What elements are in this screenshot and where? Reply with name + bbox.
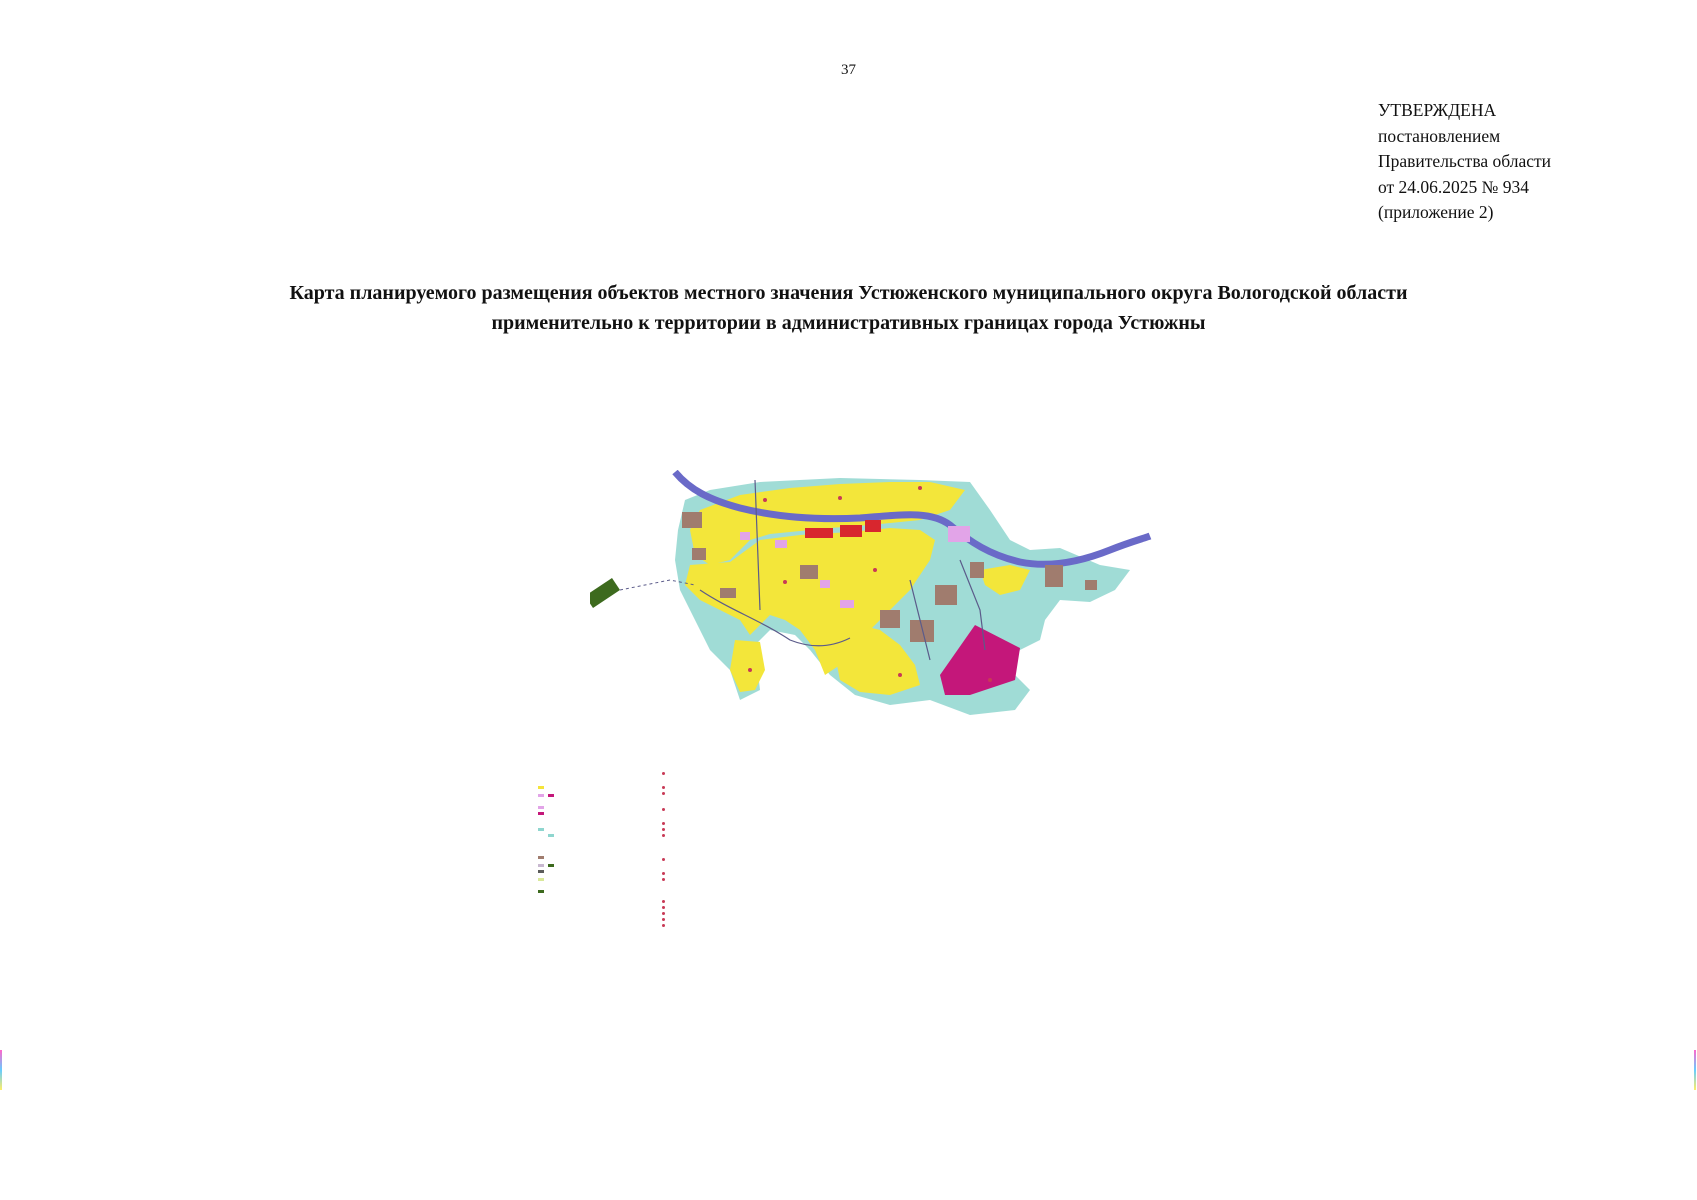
map-public-block: [820, 580, 830, 588]
legend-swatch: [548, 864, 554, 867]
map-forest-parcel: [590, 578, 620, 608]
legend-swatch: [548, 794, 554, 797]
map-industrial-block: [682, 512, 702, 528]
map-center-block: [805, 528, 833, 538]
approval-line-appendix: (приложение 2): [1378, 202, 1494, 222]
legend-dot: [662, 772, 665, 775]
legend-swatch: [538, 890, 544, 893]
map-industrial-block: [1045, 565, 1063, 587]
legend-swatch: [538, 786, 544, 789]
document-title-line1: Карта планируемого размещения объектов местного значения Устюженского муниципального округа Вологодской области: [289, 282, 1408, 304]
legend-dot: [662, 906, 665, 909]
map-legend: [530, 786, 730, 966]
approval-line-resolution: постановлением: [1378, 125, 1501, 146]
legend-swatch: [548, 834, 554, 837]
map-industrial-block: [970, 562, 984, 578]
legend-dot: [662, 808, 665, 811]
map-industrial-block: [720, 588, 736, 598]
map-public-block: [948, 526, 970, 542]
scan-edge-mark: [1694, 1050, 1696, 1090]
legend-dot: [662, 792, 665, 795]
legend-swatch: [538, 828, 544, 831]
map-center-block: [865, 520, 881, 532]
map-poi: [763, 498, 767, 502]
map-poi: [783, 580, 787, 584]
legend-dot: [662, 834, 665, 837]
legend-swatch: [538, 856, 544, 859]
legend-swatch: [538, 864, 544, 867]
approval-stamp: [1378, 98, 1551, 226]
legend-dot: [662, 918, 665, 921]
approval-line-date-number: от 24.06.2025 № 934: [1378, 176, 1529, 197]
legend-dot: [662, 822, 665, 825]
map-industrial-block: [800, 565, 818, 579]
map-industrial-block: [1085, 580, 1097, 590]
map-poi: [918, 486, 922, 490]
map-industrial-block: [935, 585, 957, 605]
legend-swatch: [538, 870, 544, 873]
legend-dot: [662, 912, 665, 915]
approval-line-approved: УТВЕРЖДЕНА: [1378, 100, 1497, 120]
legend-swatch: [538, 806, 544, 809]
map-poi: [748, 668, 752, 672]
map-public-block: [840, 600, 854, 608]
map-poi: [873, 568, 877, 572]
map-public-block: [740, 532, 750, 540]
page-number: 37: [841, 62, 856, 78]
map-public-block: [775, 540, 787, 548]
map-poi: [898, 673, 902, 677]
legend-dot: [662, 828, 665, 831]
legend-swatch: [538, 812, 544, 815]
map-center-block: [840, 525, 862, 537]
document-title: [0, 278, 1697, 338]
legend-dot: [662, 858, 665, 861]
map-poi: [988, 678, 992, 682]
document-title-line2: применительно к территории в административных границах города Устюжны: [491, 312, 1206, 334]
town-map: [590, 470, 1220, 790]
legend-dot: [662, 924, 665, 927]
map-poi: [838, 496, 842, 500]
map-industrial-block: [692, 548, 706, 560]
map-industrial-block: [880, 610, 900, 628]
legend-dot: [662, 900, 665, 903]
legend-swatch: [538, 878, 544, 881]
legend-dot: [662, 872, 665, 875]
legend-dot: [662, 878, 665, 881]
map-industrial-block: [910, 620, 934, 642]
approval-line-government: Правительства области: [1378, 151, 1552, 171]
legend-swatch: [538, 794, 544, 797]
scan-edge-mark: [0, 1050, 2, 1090]
legend-dot: [662, 786, 665, 789]
